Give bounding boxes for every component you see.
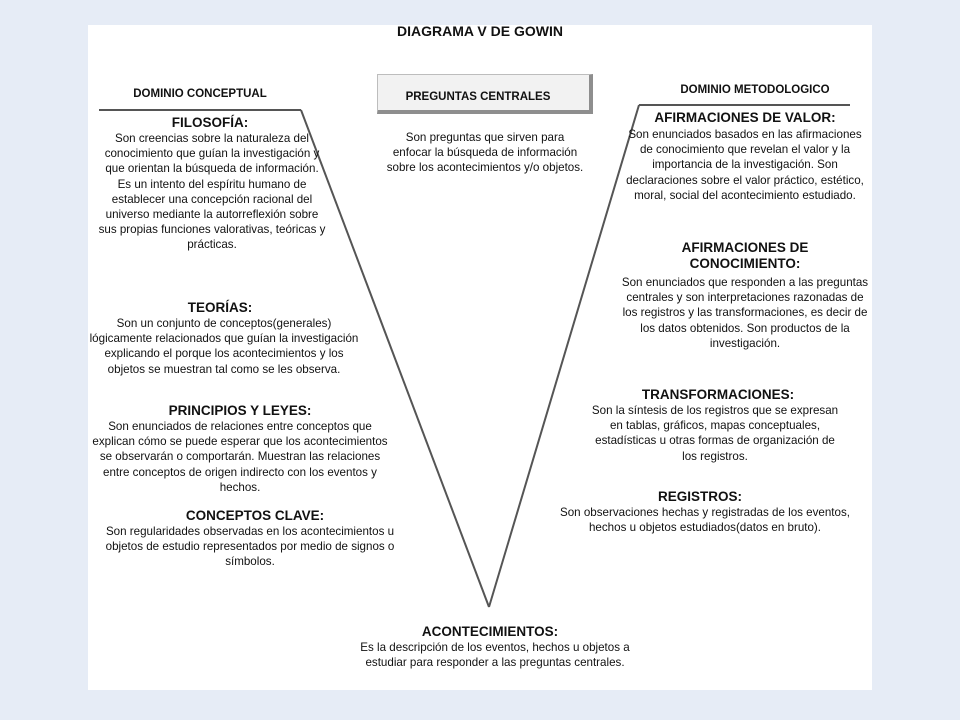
afirmaciones-conocimiento-heading: AFIRMACIONES DE CONOCIMIENTO:: [681, 240, 809, 271]
conceptos-text: Son regularidades observadas en los acontecimientos u objetos de estudio representados por medio de signos o símbolos.: [105, 525, 395, 569]
principios-heading: PRINCIPIOS Y LEYES:: [168, 403, 312, 418]
acontecimientos-text: Es la descripción de los eventos, hechos u objetos a estudiar para responder a las preguntas centrales.: [360, 641, 630, 670]
afirmaciones-valor-text: Son enunciados basados en las afirmaciones de conocimiento que revelan el valor y la importancia de la investigación. Son declaraciones sobre el valor práctico, estético, moral, social del acontecimiento estudiado.: [626, 128, 864, 202]
filosofia-text: Son creencias sobre la naturaleza del conocimiento que guían la investigación y que orientan la búsqueda de información. Es un intento del espíritu humano de establecer una concepción racional del universo mediante la autorreflexión sobre sus propias funciones valorativas, teóricas y prácticas.: [98, 132, 326, 252]
teorias-heading: TEORÍAS:: [187, 300, 253, 315]
filosofia-heading: FILOSOFÍA:: [171, 115, 249, 130]
teorias-text: Son un conjunto de conceptos(generales) lógicamente relacionados que guían la investigación explicando el porque los acontecimientos y los objetos se muestran tal como se les observa.: [89, 317, 359, 376]
afirmaciones-valor-heading: AFIRMACIONES DE VALOR:: [654, 110, 836, 125]
central-questions-box: [377, 74, 593, 114]
registros-heading: REGISTROS:: [657, 489, 742, 504]
acontecimientos-heading: ACONTECIMIENTOS:: [421, 624, 559, 639]
central-questions-text: Son preguntas que sirven para enfocar la búsqueda de información sobre los acontecimientos y/o objetos.: [386, 131, 584, 175]
conceptos-heading: CONCEPTOS CLAVE:: [185, 508, 325, 523]
transformaciones-text: Son la síntesis de los registros que se expresan en tablas, gráficos, mapas conceptuales, estadísticas u otras formas de organización de los registros.: [591, 404, 839, 463]
transformaciones-heading: TRANSFORMACIONES:: [641, 387, 795, 402]
methodological-domain-label: DOMINIO METODOLOGICO: [680, 84, 830, 96]
diagram-title: DIAGRAMA V DE GOWIN: [397, 23, 563, 39]
conceptual-domain-label: DOMINIO CONCEPTUAL: [133, 88, 267, 100]
central-questions-label: PREGUNTAS CENTRALES: [405, 91, 551, 103]
registros-text: Son observaciones hechas y registradas de los eventos, hechos u objetos estudiados(datos en bruto).: [559, 506, 850, 535]
afirmaciones-conocimiento-text: Son enunciados que responden a las preguntas centrales y son interpretaciones razonadas de los registros y las transformaciones, es decir de los datos obtenidos. Son productos de la investigación.: [621, 276, 869, 350]
principios-text: Son enunciados de relaciones entre conceptos que explican cómo se puede esperar que los acontecimientos se observarán o comportarán. Muestran las relaciones entre conceptos de origen indirecto con los eventos y hechos.: [92, 420, 388, 494]
